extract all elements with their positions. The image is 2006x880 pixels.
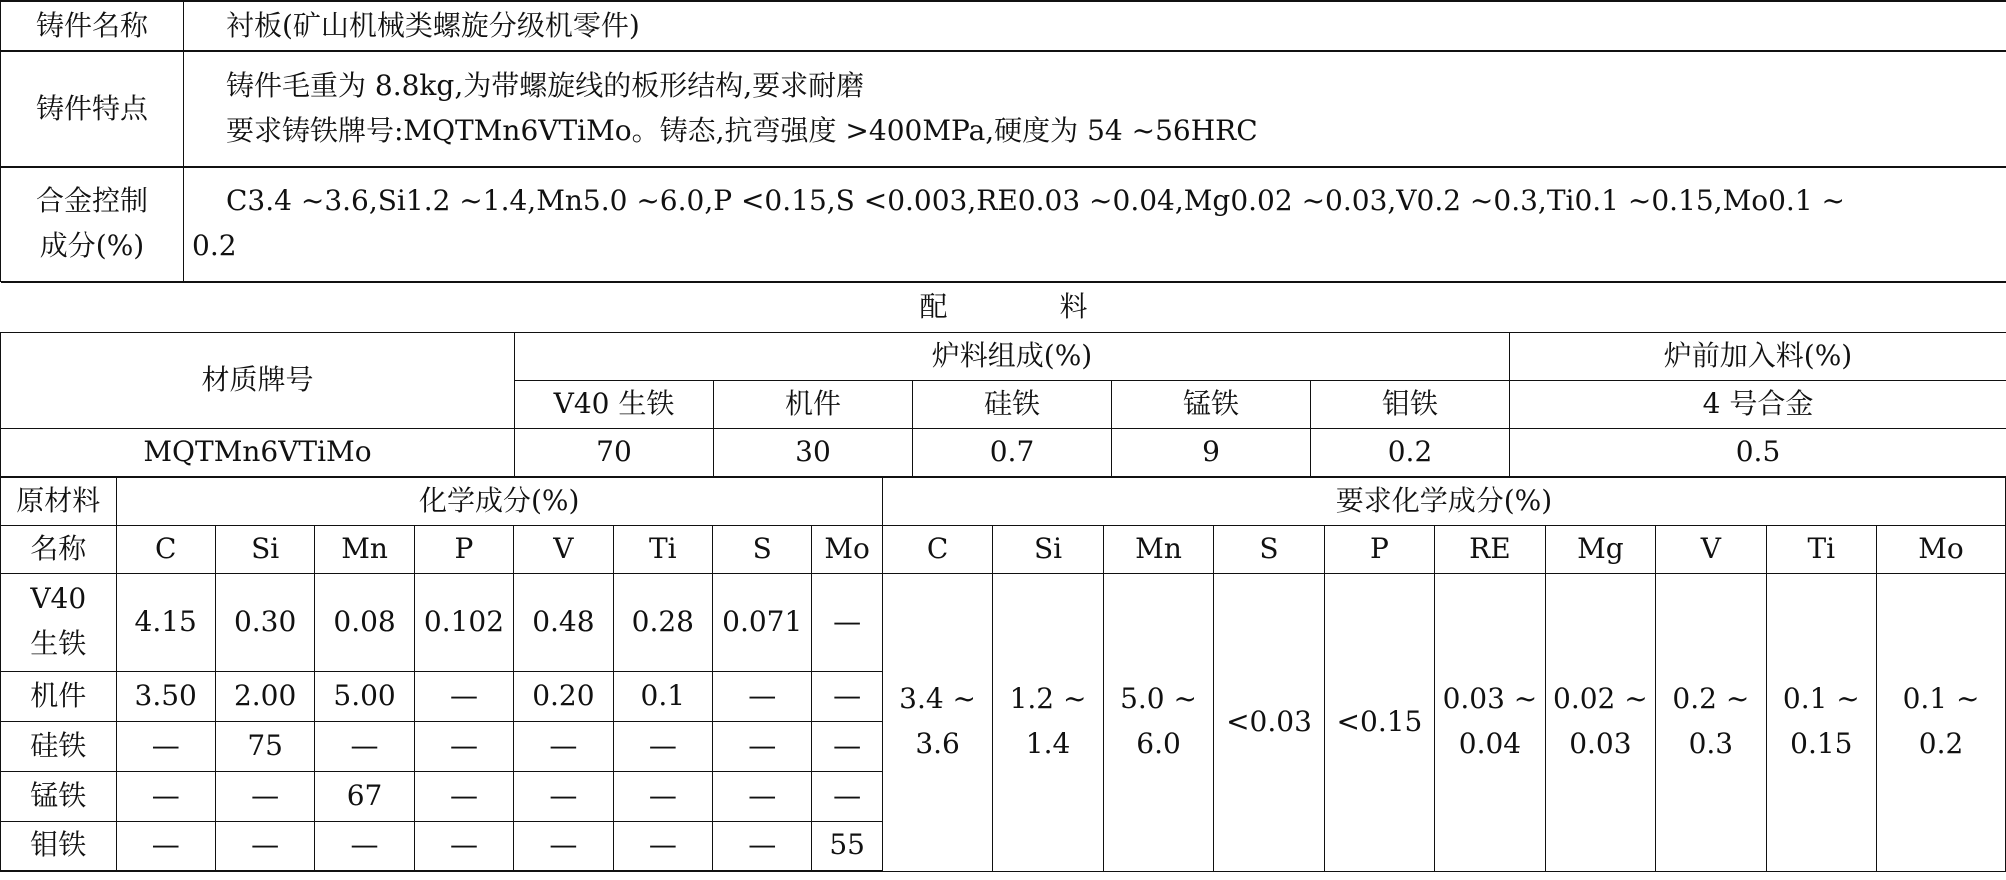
req-value: 3.6 bbox=[915, 727, 960, 760]
chem-cell: — bbox=[514, 821, 613, 871]
chem-col-header: Ti bbox=[613, 525, 712, 573]
chem-cell: 5.00 bbox=[315, 671, 414, 721]
casting-name-value: 衬板(矿山机械类螺旋分级机零件) bbox=[184, 1, 2006, 51]
casting-feature-line-1: 铸件毛重为 8.8kg,为带螺旋线的板形结构,要求耐磨 bbox=[226, 69, 865, 103]
chem-cell: — bbox=[713, 771, 812, 821]
chem-composition-label: 化学成分(%) bbox=[116, 477, 882, 525]
chem-cell: — bbox=[414, 721, 513, 771]
req-col-header: V bbox=[1656, 525, 1766, 573]
chem-cell: — bbox=[613, 771, 712, 821]
chem-cell: — bbox=[215, 771, 314, 821]
raw-material-name: 钼铁 bbox=[1, 821, 117, 871]
alloy-label-line-1: 合金控制 bbox=[35, 184, 148, 218]
chem-cell: — bbox=[116, 721, 215, 771]
chem-cell: — bbox=[315, 821, 414, 871]
chem-cell: 0.071 bbox=[713, 573, 812, 671]
col-ferromolybdenum: 钼铁 bbox=[1311, 380, 1510, 428]
req-col-header: RE bbox=[1435, 525, 1545, 573]
req-col-header: Ti bbox=[1766, 525, 1876, 573]
col-scrap: 机件 bbox=[714, 380, 913, 428]
chem-col-header: Si bbox=[215, 525, 314, 573]
chem-cell: — bbox=[116, 821, 215, 871]
chem-col-header: V bbox=[514, 525, 613, 573]
req-value: 5.0 ~ bbox=[1120, 682, 1197, 716]
chem-cell: 0.28 bbox=[613, 573, 712, 671]
chem-cell: — bbox=[713, 821, 812, 871]
chem-cell: — bbox=[812, 721, 882, 771]
raw-material-label-1: 原材料 bbox=[1, 477, 117, 525]
req-value: 0.1 ~ bbox=[1782, 682, 1860, 716]
value-alloy-4: 0.5 bbox=[1510, 428, 2006, 476]
req-value: 3.4 ~ bbox=[899, 682, 977, 716]
raw-material-name: V40 bbox=[30, 582, 87, 616]
chem-cell: — bbox=[812, 573, 882, 671]
chem-col-header: C bbox=[116, 525, 215, 573]
table-row bbox=[1, 573, 2006, 671]
chem-cell: 75 bbox=[215, 721, 314, 771]
casting-name-label: 铸件名称 bbox=[1, 1, 184, 51]
col-alloy-4: 4 号合金 bbox=[1510, 380, 2006, 428]
value-ferrosilicon: 0.7 bbox=[913, 428, 1112, 476]
casting-feature-label: 铸件特点 bbox=[1, 51, 184, 167]
req-col-header: S bbox=[1214, 525, 1324, 573]
chem-cell: — bbox=[315, 721, 414, 771]
value-pig-iron: 70 bbox=[515, 428, 714, 476]
chem-cell: 0.102 bbox=[414, 573, 513, 671]
raw-material-label-2: 名称 bbox=[1, 525, 117, 573]
chem-cell: — bbox=[414, 671, 513, 721]
alloy-label-line-2: 成分(%) bbox=[39, 229, 145, 263]
chem-cell: — bbox=[215, 821, 314, 871]
chem-cell: — bbox=[514, 721, 613, 771]
chem-cell: 67 bbox=[315, 771, 414, 821]
chem-cell: — bbox=[613, 821, 712, 871]
req-value: 0.02 ~ bbox=[1553, 682, 1648, 716]
chem-cell: 0.30 bbox=[215, 573, 314, 671]
req-value: <0.15 bbox=[1336, 704, 1423, 738]
col-ferrosilicon: 硅铁 bbox=[913, 380, 1112, 428]
chem-cell: — bbox=[713, 671, 812, 721]
req-col-header: Si bbox=[993, 525, 1103, 573]
raw-material-name: 锰铁 bbox=[1, 771, 117, 821]
chem-cell: — bbox=[414, 821, 513, 871]
grade-value: MQTMn6VTiMo bbox=[1, 428, 515, 476]
req-col-header: Mo bbox=[1877, 525, 2006, 573]
col-ferromanganese: 锰铁 bbox=[1112, 380, 1311, 428]
col-pig-iron: V40 生铁 bbox=[515, 380, 714, 428]
value-scrap: 30 bbox=[714, 428, 913, 476]
chem-cell: — bbox=[514, 771, 613, 821]
grade-label: 材质牌号 bbox=[1, 332, 515, 428]
chem-table bbox=[0, 477, 2006, 873]
req-value: 0.2 bbox=[1918, 727, 1964, 760]
chem-cell: — bbox=[713, 721, 812, 771]
ladle-label: 炉前加入料(%) bbox=[1510, 332, 2006, 380]
chem-cell: 3.50 bbox=[116, 671, 215, 721]
mix-section-title: 配 料 bbox=[1, 282, 2006, 332]
req-value: 0.03 bbox=[1569, 727, 1632, 760]
casting-info-table bbox=[0, 0, 2006, 282]
chem-cell: — bbox=[414, 771, 513, 821]
chem-cell: — bbox=[812, 671, 882, 721]
chem-col-header: S bbox=[713, 525, 812, 573]
required-composition-label: 要求化学成分(%) bbox=[882, 477, 2005, 525]
value-ferromolybdenum: 0.2 bbox=[1311, 428, 1510, 476]
req-value: 0.1 ~ bbox=[1902, 682, 1980, 716]
chem-cell: 0.1 bbox=[613, 671, 712, 721]
req-col-header: P bbox=[1324, 525, 1434, 573]
alloy-composition-line-1: C3.4 ~3.6,Si1.2 ~1.4,Mn5.0 ~6.0,P <0.15,S <0.003,RE0.03 ~0.04,Mg0.02 ~0.03,V0.2 ~0.3,Ti0.1 ~0.15,Mo0.1 ~ bbox=[226, 184, 1846, 218]
chem-cell: 0.08 bbox=[315, 573, 414, 671]
chem-col-header: P bbox=[414, 525, 513, 573]
req-value: <0.03 bbox=[1226, 704, 1312, 738]
req-value: 0.03 ~ bbox=[1442, 682, 1538, 716]
req-value: 0.2 ~ bbox=[1672, 682, 1750, 716]
chem-cell: — bbox=[613, 721, 712, 771]
charge-label: 炉料组成(%) bbox=[515, 332, 1510, 380]
req-value: 1.2 ~ bbox=[1009, 682, 1087, 716]
chem-cell: 0.20 bbox=[514, 671, 613, 721]
chem-cell: 0.48 bbox=[514, 573, 613, 671]
chem-col-header: Mo bbox=[812, 525, 882, 573]
chem-col-header: Mn bbox=[315, 525, 414, 573]
req-value: 0.3 bbox=[1688, 727, 1734, 760]
req-col-header: Mg bbox=[1545, 525, 1655, 573]
chem-cell: 55 bbox=[812, 821, 882, 871]
req-col-header: Mn bbox=[1103, 525, 1213, 573]
casting-feature-line-2: 要求铸铁牌号:MQTMn6VTiMo。铸态,抗弯强度 >400MPa,硬度为 54 ~56HRC bbox=[226, 114, 1258, 147]
req-value: 1.4 bbox=[1025, 727, 1071, 760]
raw-material-name: 硅铁 bbox=[1, 721, 117, 771]
raw-material-name: 生铁 bbox=[30, 627, 87, 660]
chem-cell: 4.15 bbox=[116, 573, 215, 671]
req-value: 0.04 bbox=[1458, 727, 1522, 760]
chem-cell: — bbox=[116, 771, 215, 821]
mix-table bbox=[0, 282, 2006, 477]
req-col-header: C bbox=[882, 525, 992, 573]
raw-material-name: 机件 bbox=[1, 671, 117, 721]
chem-cell: — bbox=[812, 771, 882, 821]
chem-cell: 2.00 bbox=[215, 671, 314, 721]
req-value: 6.0 bbox=[1136, 727, 1181, 760]
value-ferromanganese: 9 bbox=[1112, 428, 1311, 476]
req-value: 0.15 bbox=[1790, 727, 1853, 760]
alloy-composition-line-2: 0.2 bbox=[192, 229, 237, 263]
